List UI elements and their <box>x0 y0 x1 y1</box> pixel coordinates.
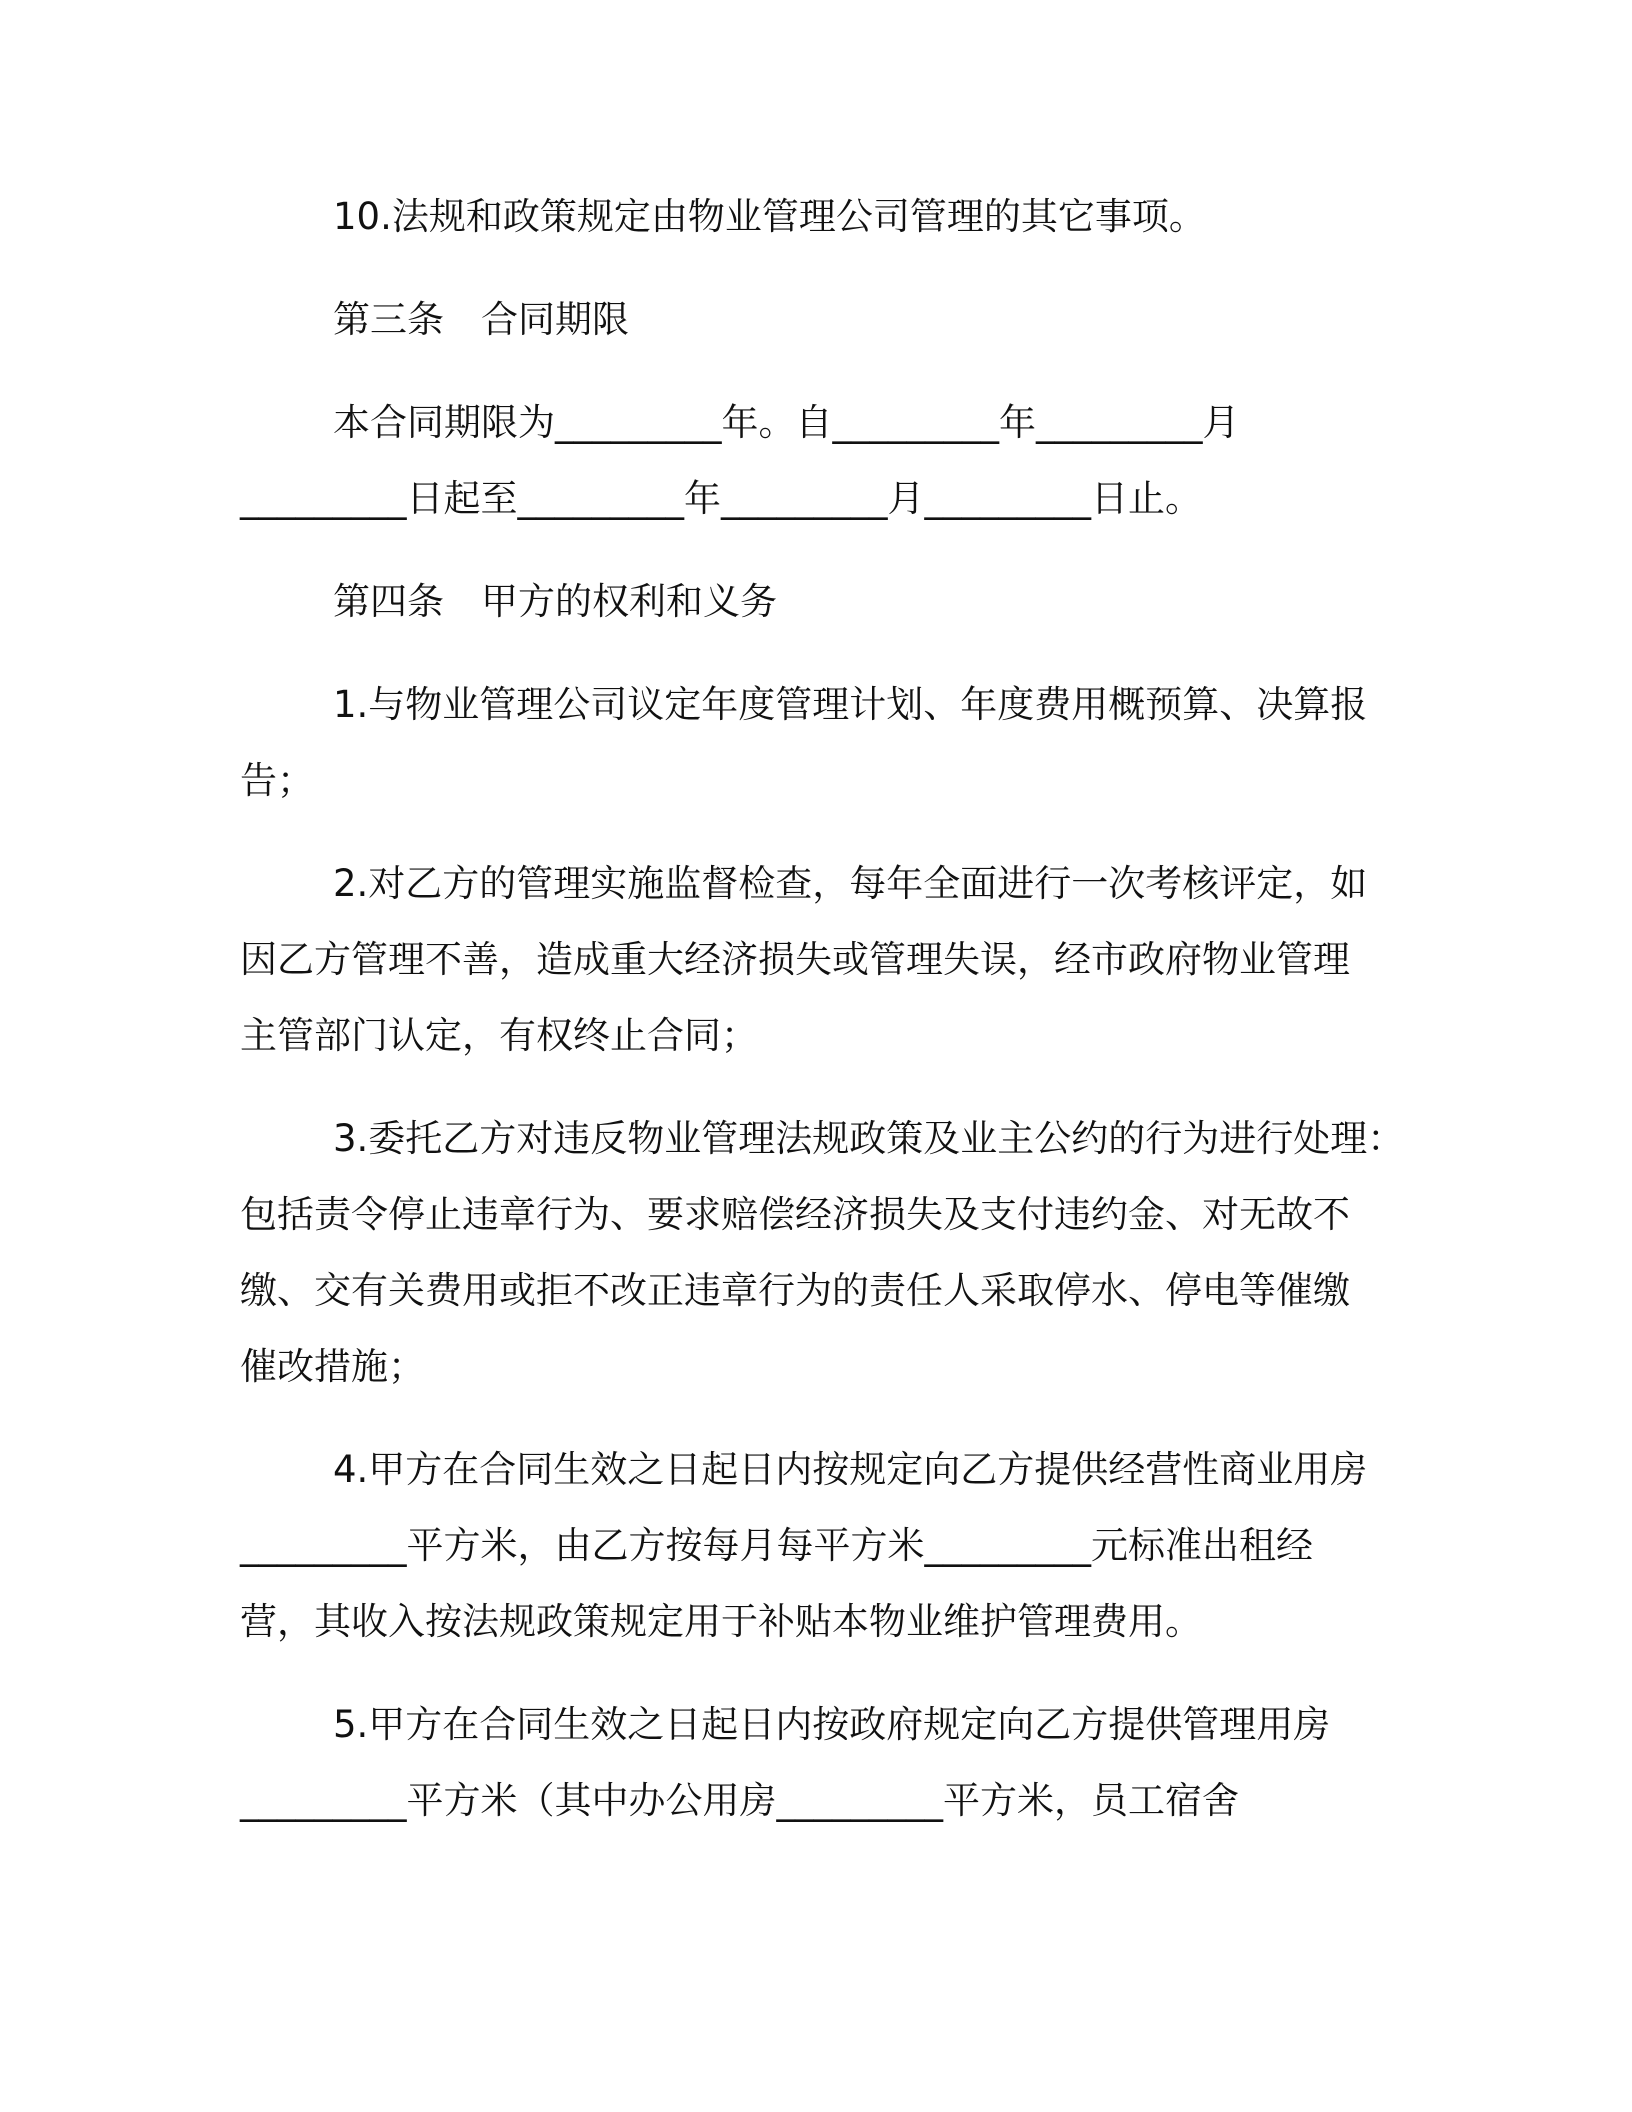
article-4-heading: 第四条 甲方的权利和义务 <box>333 580 777 623</box>
article-3-line-2: _________日起至_________年_________月_________日止。 <box>240 477 1202 520</box>
article-4-item-2-line-1: 2.对乙方的管理实施监督检查，每年全面进行一次考核评定，如 <box>333 862 1368 905</box>
article-4-item-4-line-3: 营，其收入按法规政策规定用于补贴本物业维护管理费用。 <box>240 1600 1202 1643</box>
article-3-heading: 第三条 合同期限 <box>333 298 629 341</box>
article-4-item-2-line-2: 因乙方管理不善，造成重大经济损失或管理失误，经市政府物业管理 <box>240 938 1350 981</box>
article-4-item-3-line-1: 3.委托乙方对违反物业管理法规政策及业主公约的行为进行处理： <box>333 1117 1405 1160</box>
article-4-item-3-line-3: 缴、交有关费用或拒不改正违章行为的责任人采取停水、停电等催缴 <box>240 1269 1350 1312</box>
article-4-item-3-line-2: 包括责令停止违章行为、要求赔偿经济损失及支付违约金、对无故不 <box>240 1193 1350 1236</box>
clause-2-item-10: 10.法规和政策规定由物业管理公司管理的其它事项。 <box>333 195 1206 238</box>
article-4-item-2-line-3: 主管部门认定，有权终止合同； <box>240 1014 758 1057</box>
article-4-item-5-line-2: _________平方米（其中办公用房_________平方米，员工宿舍 <box>240 1779 1239 1822</box>
article-4-item-5-line-1: 5.甲方在合同生效之日起日内按政府规定向乙方提供管理用房 <box>333 1703 1331 1746</box>
article-3-line-1: 本合同期限为_________年。自_________年_________月 <box>333 401 1240 444</box>
article-4-item-3-line-4: 催改措施； <box>240 1345 425 1388</box>
article-4-item-1-line-2: 告； <box>240 759 314 802</box>
article-4-item-1-line-1: 1.与物业管理公司议定年度管理计划、年度费用概预算、决算报 <box>333 683 1368 726</box>
article-4-item-4-line-1: 4.甲方在合同生效之日起日内按规定向乙方提供经营性商业用房 <box>333 1448 1368 1491</box>
article-4-item-4-line-2: _________平方米，由乙方按每月每平方米_________元标准出租经 <box>240 1524 1313 1567</box>
